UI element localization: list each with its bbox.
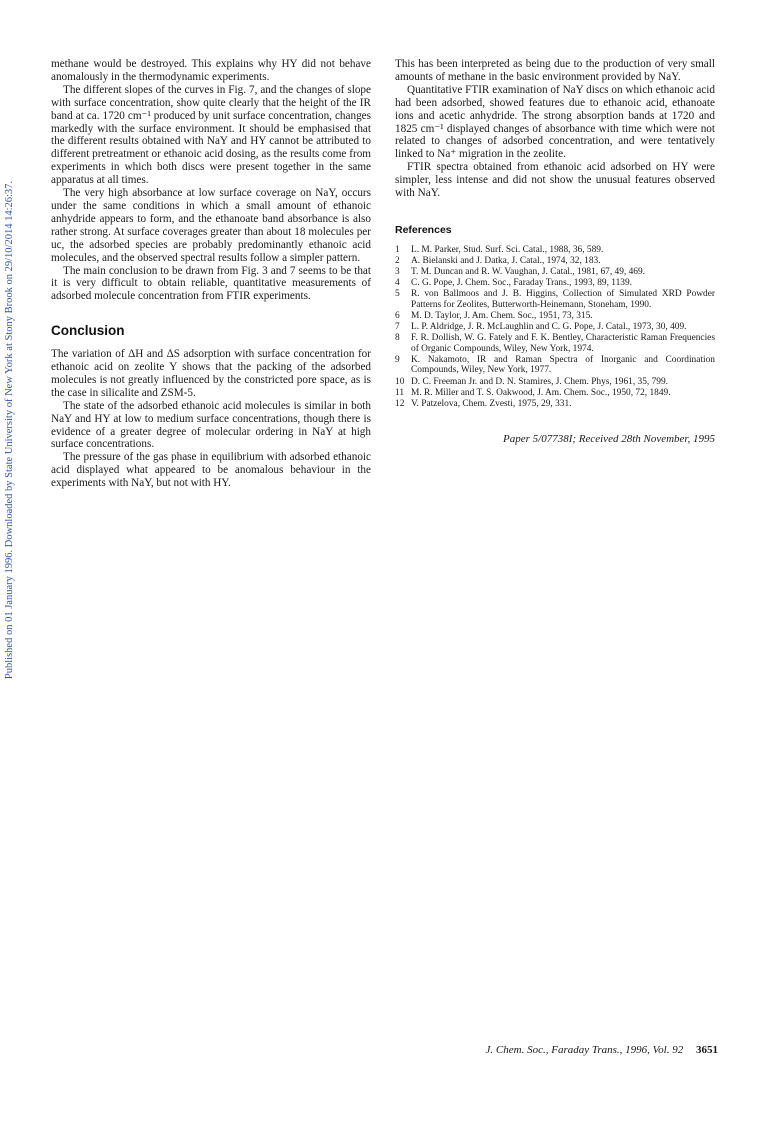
reference-item: [395, 245, 715, 256]
reference-text: D. C. Freeman Jr. and D. N. Stamires, J. Chem. Phys, 1961, 35, 799.: [411, 376, 669, 387]
paper-received-note: Paper 5/07738I; Received 28th November, 1995: [503, 433, 715, 446]
reference-number: 12: [395, 398, 405, 409]
reference-item: [395, 399, 715, 410]
reference-item: [395, 289, 715, 310]
reference-text: L. P. Aldridge, J. R. McLaughlin and C. G. Pope, J. Catal., 1973, 30, 409.: [411, 322, 687, 333]
paragraph: methane would be destroyed. This explains why HY did not behave anomalously in the thermodynamic experiments.: [51, 58, 371, 83]
paragraph: The variation of ΔH and ΔS adsorption with surface concentration for ethanoic acid on zeolite Y shows that the packing of the adsorbed molecules is not greatly influenced by the constricted pore space, as is the case in silicalite and ZSM-5.: [51, 348, 371, 399]
reference-text: R. von Ballmoos and J. B. Higgins, Collection of Simulated XRD Powder Patterns for Zeolites, Butterworth-Heinemann, Stoneham, 1990.: [411, 289, 715, 310]
provenance-sidebar: [4, 180, 18, 680]
right-column: [395, 58, 715, 446]
references-list: [395, 245, 715, 409]
reference-text: T. M. Duncan and R. W. Vaughan, J. Catal., 1981, 67, 49, 469.: [411, 267, 646, 278]
section-heading-conclusion: Conclusion: [51, 323, 125, 339]
reference-text: L. M. Parker, Stud. Surf. Sci. Catal., 1988, 36, 589.: [411, 244, 604, 255]
reference-item: [395, 267, 715, 278]
provenance-text: Published on 01 January 1996. Downloaded by State University of New York at Stony Brook on 29/10/2014 14:26:37.: [4, 180, 15, 680]
paragraph: Quantitative FTIR examination of NaY discs on which ethanoic acid had been adsorbed, showed features due to ethanoic acid, ethanoate ions and acetic anhydride. The strong absorption bands at 1720 and 1825 cm⁻¹ displayed changes of absorbance with time which were not related to changes of adsorbed concentration, and were tentatively linked to Na⁺ migration in the zeolite.: [395, 83, 715, 161]
paragraph: This has been interpreted as being due to the production of very small amounts of methane in the basic environment provided by NaY.: [395, 58, 715, 83]
reference-number: 11: [395, 387, 405, 398]
paragraph: The main conclusion to be drawn from Fig. 3 and 7 seems to be that it is very difficult to obtain reliable, quantitative measurements of adsorbed molecule concentration from FTIR experiments.: [51, 264, 371, 303]
reference-number: 7: [395, 322, 400, 333]
left-column: [51, 58, 371, 490]
reference-text: M. R. Miller and T. S. Oakwood, J. Am. Chem. Soc., 1950, 72, 1849.: [411, 387, 671, 398]
page-number: 3651: [696, 1044, 718, 1056]
paragraph: The state of the adsorbed ethanoic acid molecules is similar in both NaY and HY at low to medium surface concentrations, though there is evidence of a greater degree of molecular ordering in NaY at high surface concentrations.: [51, 399, 371, 451]
reference-text: A. Bielanski and J. Datka, J. Catal., 1974, 32, 183.: [411, 255, 601, 266]
reference-number: 1: [395, 244, 400, 255]
paragraph: The pressure of the gas phase in equilibrium with adsorbed ethanoic acid displayed what appeared to be anomalous behaviour in the experiments with NaY, but not with HY.: [51, 451, 371, 490]
reference-number: 6: [395, 310, 400, 321]
reference-item: [395, 311, 715, 322]
references-heading: References: [395, 223, 452, 236]
reference-text: F. R. Dollish, W. G. Fately and F. K. Bentley, Characteristic Raman Frequencies of Organic Compounds, Wiley, New York, 1974.: [411, 333, 715, 354]
reference-item: [395, 256, 715, 267]
paragraph: FTIR spectra obtained from ethanoic acid adsorbed on HY were simpler, less intense and did not show the unusual features observed with NaY.: [395, 161, 715, 200]
paragraph: The different slopes of the curves in Fig. 7, and the changes of slope with surface concentration, show quite clearly that the height of the IR band at ca. 1720 cm⁻¹ produced by unit surface concentration, changes markedly with the surface environment. It should be emphasised that the different results obtained with NaY and HY cannot be attributed to different pretreatment or ethanoic acid dosing, as the results come from experiments in which both discs were present together in the same apparatus at all times.: [51, 83, 371, 187]
reference-item: [395, 355, 715, 376]
reference-item: [395, 377, 715, 388]
reference-number: 5: [395, 289, 400, 300]
page-footer: [440, 1044, 718, 1056]
reference-number: 2: [395, 255, 400, 266]
reference-text: C. G. Pope, J. Chem. Soc., Faraday Trans., 1993, 89, 1139.: [411, 278, 633, 289]
reference-number: 8: [395, 333, 400, 344]
reference-number: 9: [395, 354, 400, 365]
journal-citation: J. Chem. Soc., Faraday Trans., 1996, Vol. 92: [485, 1044, 684, 1056]
reference-text: V. Patzelova, Chem. Zvesti, 1975, 29, 331.: [411, 398, 572, 409]
paragraph: The very high absorbance at low surface coverage on NaY, occurs under the same conditions in which a small amount of ethanoic anhydride appears to form, and the ethanoate band absorbance is also rather strong. At surface coverages greater than about 18 molecules per uc, the adsorbed species are probably predominantly ethanoic acid molecules, and the observed spectral results follow a simpler pattern.: [51, 187, 371, 264]
reference-text: M. D. Taylor, J. Am. Chem. Soc., 1951, 73, 315.: [411, 310, 593, 321]
reference-number: 3: [395, 267, 400, 278]
reference-item: [395, 322, 715, 333]
reference-number: 4: [395, 278, 400, 289]
reference-item: [395, 278, 715, 289]
reference-number: 10: [395, 376, 405, 387]
reference-text: K. Nakamoto, IR and Raman Spectra of Inorganic and Coordination Compounds, Wiley, New York, 1977.: [411, 354, 715, 376]
reference-item: [395, 388, 715, 399]
reference-item: [395, 333, 715, 354]
